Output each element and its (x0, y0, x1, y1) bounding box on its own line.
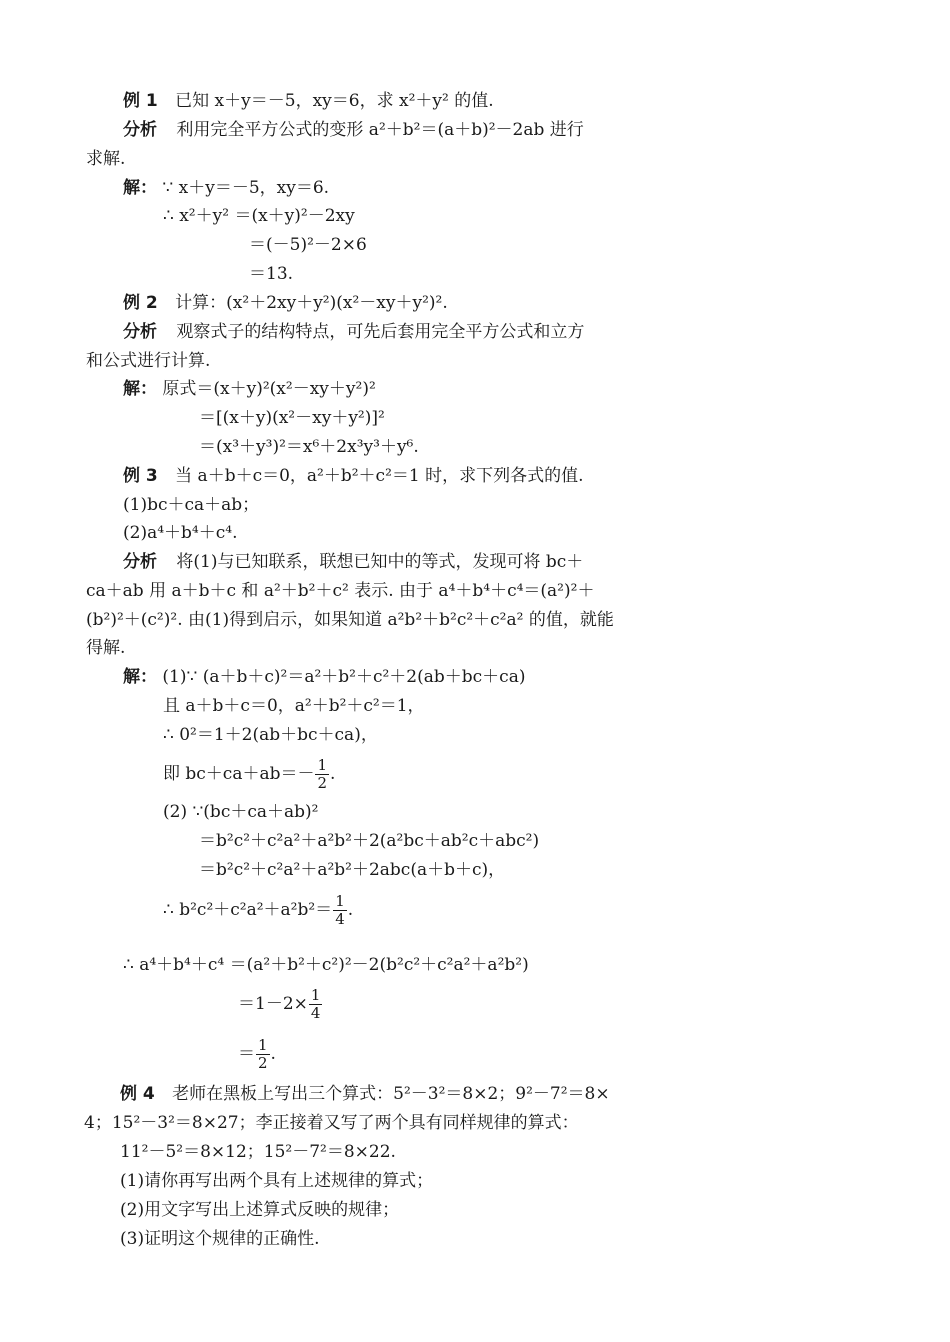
solution-text: ∵ x＋y＝－5，xy＝6. (162, 178, 330, 198)
solution-text: ＝b²c²＋c²a²＋a²b²＋2(a²bc＋ab²c＋abc²) (199, 831, 540, 851)
fraction-one-quarter (309, 987, 323, 1022)
solution-text: ＝[(x＋y)(x²－xy＋y²)]² (199, 408, 385, 428)
question-item: (2)用文字写出上述算式反映的规律； (120, 1200, 400, 1220)
fraction-denominator: 4 (335, 910, 345, 928)
solution-label: 解： (123, 667, 157, 687)
analysis-text: 利用完全平方公式的变形 a²＋b²＝(a＋b)²－2ab 进行 (176, 120, 584, 140)
question-item: (3)证明这个规律的正确性. (120, 1229, 320, 1249)
analysis-text: (b²)²＋(c²)². 由(1)得到启示，如果知道 a²b²＋b²c²＋c²a² 的值，就能 (86, 610, 614, 630)
example-4-text: 老师在黑板上写出三个算式：5²－3²＝8×2；9²－7²＝8× (172, 1084, 610, 1104)
fraction-numerator: 1 (258, 1036, 268, 1054)
solution-line-fraction (163, 890, 353, 930)
example-1-statement (123, 90, 494, 112)
fraction-denominator: 2 (317, 774, 328, 792)
punctuation: . (270, 1044, 276, 1064)
solution-text: 即 bc＋ca＋ab＝－ (163, 764, 315, 784)
solution-text: ＝13. (249, 264, 294, 284)
solution-text: ＝ (238, 1044, 255, 1064)
example-2-label: 例 2 (123, 293, 158, 313)
question-item: (1)bc＋ca＋ab； (123, 495, 260, 515)
example-1-text: 已知 x＋y＝－5，xy＝6，求 x²＋y² 的值. (175, 91, 494, 111)
fraction-numerator: 1 (335, 892, 345, 910)
analysis-label: 分析 (123, 552, 157, 572)
solution-text: ∴ b²c²＋c²a²＋a²b²＝ (163, 900, 333, 920)
solution-line (123, 177, 329, 199)
example-3-statement (123, 465, 584, 487)
solution-text: ＝(x³＋y³)²＝x⁶＋2x³y³＋y⁶. (199, 437, 419, 457)
solution-line-fraction (238, 1034, 276, 1074)
fraction-one-half (256, 1037, 270, 1072)
example-2-statement (123, 292, 448, 314)
analysis-label: 分析 (123, 120, 157, 140)
example-3-text: 当 a＋b＋c＝0，a²＋b²＋c²＝1 时，求下列各式的值. (175, 466, 584, 486)
analysis-text: 求解. (86, 149, 126, 169)
analysis-text: ca＋ab 用 a＋b＋c 和 a²＋b²＋c² 表示. 由于 a⁴＋b⁴＋c⁴＝(a²)²＋ (86, 581, 595, 601)
fraction-one-quarter (333, 893, 347, 928)
solution-text: 原式＝(x＋y)²(x²－xy＋y²)² (162, 379, 376, 399)
analysis-text: 观察式子的结构特点，可先后套用完全平方公式和立方 (176, 322, 585, 342)
example-4-statement (120, 1083, 610, 1105)
example-1-label: 例 1 (123, 91, 158, 111)
question-item: (1)请你再写出两个具有上述规律的算式； (120, 1171, 434, 1191)
solution-text: ∴ x²＋y² ＝(x＋y)²－2xy (163, 206, 355, 226)
example-4-label: 例 4 (120, 1084, 155, 1104)
solution-line (123, 666, 525, 688)
fraction-one-half (315, 757, 329, 792)
punctuation: . (330, 764, 336, 784)
solution-text: ＝b²c²＋c²a²＋a²b²＋2abc(a＋b＋c)， (199, 860, 506, 880)
fraction-denominator: 2 (258, 1054, 268, 1072)
example-2-text: 计算：(x²＋2xy＋y²)(x²－xy＋y²)². (175, 293, 448, 313)
example-2-analysis (123, 321, 584, 343)
analysis-text: 将(1)与已知联系，联想已知中的等式，发现可将 bc＋ (176, 552, 584, 572)
solution-line-fraction (163, 754, 335, 794)
solution-label: 解： (123, 178, 157, 198)
solution-text: ＝(－5)²－2×6 (249, 235, 367, 255)
solution-text: ∴ a⁴＋b⁴＋c⁴ ＝(a²＋b²＋c²)²－2(b²c²＋c²a²＋a²b²) (123, 955, 529, 975)
solution-label: 解： (123, 379, 157, 399)
example-3-analysis (123, 551, 583, 573)
solution-line (123, 378, 376, 400)
example-4-text: 11²－5²＝8×12；15²－7²＝8×22. (120, 1142, 396, 1162)
example-1-analysis (123, 119, 584, 141)
fraction-numerator: 1 (317, 756, 328, 774)
example-3-label: 例 3 (123, 466, 158, 486)
analysis-text: 得解. (86, 638, 126, 658)
analysis-text: 和公式进行计算. (86, 351, 211, 371)
analysis-label: 分析 (123, 322, 157, 342)
solution-text: ＝1－2× (238, 994, 308, 1014)
solution-text: 且 a＋b＋c＝0，a²＋b²＋c²＝1， (163, 696, 425, 716)
fraction-numerator: 1 (310, 986, 321, 1004)
example-4-text: 4；15²－3²＝8×27；李正接着又写了两个具有同样规律的算式： (84, 1113, 579, 1133)
solution-text: (1)∵ (a＋b＋c)²＝a²＋b²＋c²＋2(ab＋bc＋ca) (162, 667, 526, 687)
punctuation: . (347, 900, 354, 920)
solution-line-fraction (238, 984, 323, 1024)
solution-text: ∴ 0²＝1＋2(ab＋bc＋ca)， (163, 725, 378, 745)
fraction-denominator: 4 (310, 1004, 321, 1022)
solution-text: (2) ∵(bc＋ca＋ab)² (163, 802, 319, 822)
question-item: (2)a⁴＋b⁴＋c⁴. (123, 523, 238, 543)
